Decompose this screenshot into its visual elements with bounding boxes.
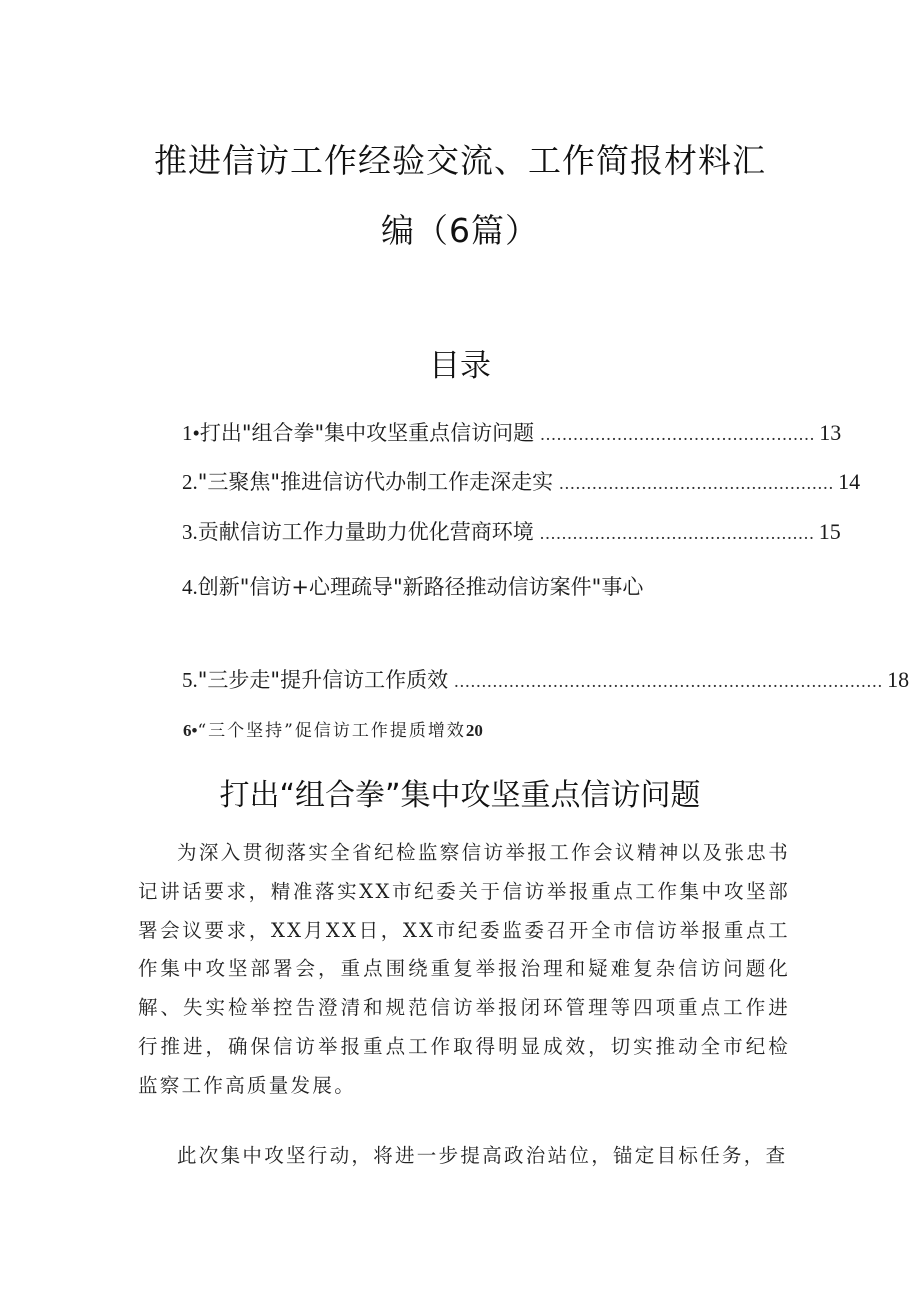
toc-entry-label: “三个坚持”促信访工作提质增效: [197, 721, 466, 741]
section-title: 打出“组合拳”集中攻坚重点信访问题: [219, 778, 701, 813]
toc-dot-leader: ..................................................: [540, 424, 816, 444]
toc-entry-6[interactable]: [183, 716, 483, 741]
toc-page-number: 20: [465, 721, 483, 740]
document-title-line-2: 编（6篇）: [381, 211, 539, 250]
toc-entry-number: 3.: [182, 520, 198, 544]
toc-entry-2[interactable]: [182, 466, 861, 500]
toc-entry-4[interactable]: [182, 571, 772, 605]
toc-dot-leader: ..................................................: [539, 523, 815, 543]
toc-page-number: 18: [887, 667, 910, 692]
toc-entry-label: 贡献信访工作力量助力优化营商环境: [197, 520, 534, 544]
toc-entry-number: 6•: [183, 721, 198, 740]
toc-entry-label: "三聚焦"推进信访代办制工作走深走实: [197, 470, 554, 494]
toc-entry-label: 创新"信访+心理疏导"新路径推动信访案件"事心: [197, 575, 644, 599]
body-paragraph-1: 为深入贯彻落实全省纪检监察信访举报工作会议精神以及张忠书记讲话要求，精准落实XX市纪委关于信访举报重点工作集中攻坚部署会议要求，XX月XX日，XX市纪委监委召开全市信访举报重点工作集中攻坚部署会，重点围绕重复举报治理和疑难复杂信访问题化解、失实检举控告澄清和规范信访举报闭环管理等四项重点工作进行推进，确保信访举报重点工作取得明显成效，切实推动全市纪检监察工作高质量发展。: [138, 841, 790, 1097]
toc-heading: 目录: [429, 348, 491, 384]
toc-entry-5[interactable]: [182, 664, 910, 698]
document-title-line-1: 推进信访工作经验交流、工作简报材料汇: [154, 141, 766, 180]
toc-entry-label: 打出"组合拳"集中攻坚重点信访问题: [199, 421, 535, 445]
toc-page-number: 14: [838, 469, 861, 494]
toc-dot-leader: ..................................................: [559, 473, 835, 493]
toc-entry-number: 1•: [182, 421, 200, 445]
toc-page-number: 13: [819, 420, 842, 445]
body-paragraph-2: 此次集中攻坚行动，将进一步提高政治站位，锚定目标任务，查: [177, 1144, 788, 1167]
toc-page-number: 15: [818, 519, 841, 544]
toc-entry-label: "三步走"提升信访工作质效: [197, 668, 449, 692]
toc-entry-3[interactable]: [182, 516, 841, 550]
toc-entry-number: 4.: [182, 575, 198, 599]
toc-entry-number: 2.: [182, 470, 198, 494]
toc-dot-leader: ..............................................................................: [454, 671, 884, 691]
toc-entry-1[interactable]: [182, 417, 842, 451]
toc-entry-number: 5.: [182, 668, 198, 692]
